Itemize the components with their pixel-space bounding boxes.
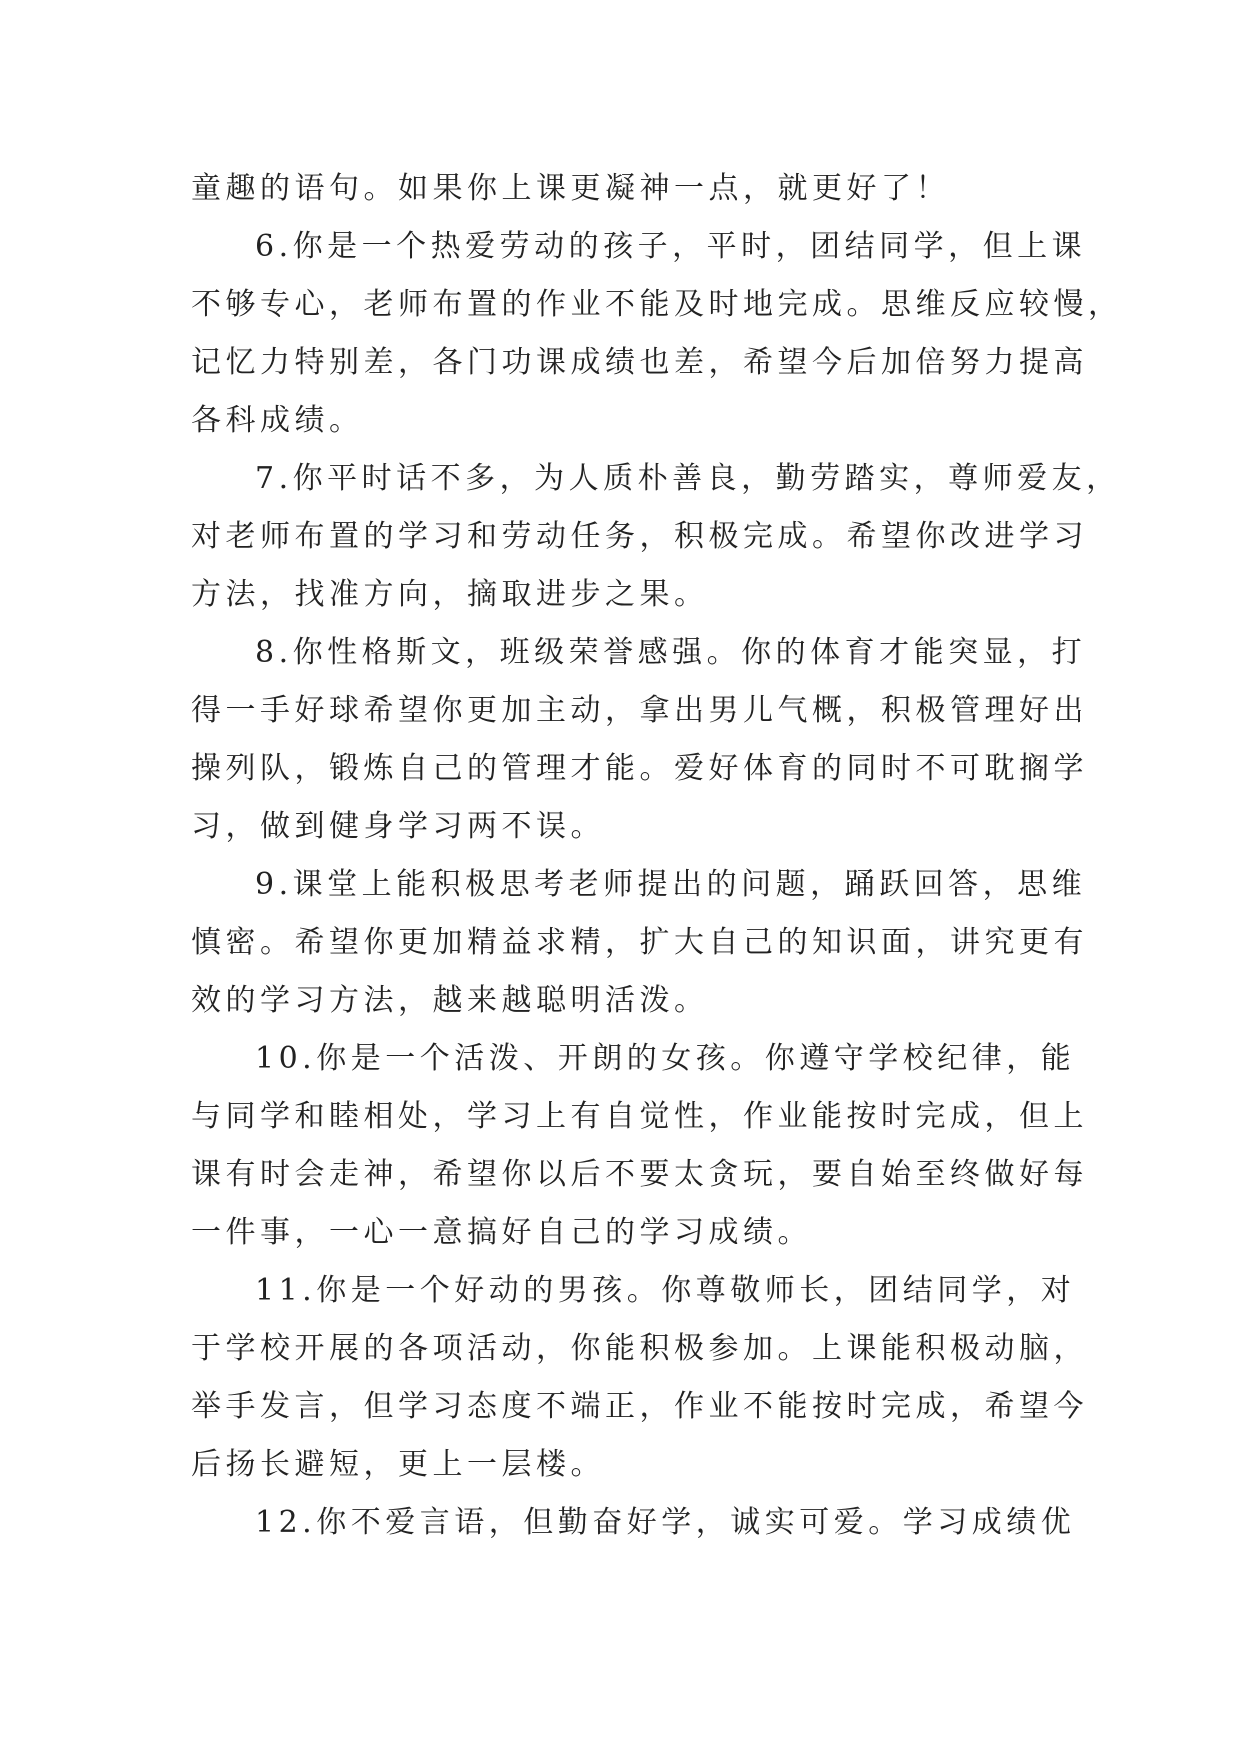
text-line: 童趣的语句。如果你上课更凝神一点，就更好了！	[191, 171, 950, 206]
text-line: 后扬长避短，更上一层楼。	[191, 1447, 605, 1482]
text-line: 课有时会走神，希望你以后不要太贪玩，要自始至终做好每	[191, 1157, 1088, 1192]
text-line: 与同学和睦相处，学习上有自觉性，作业能按时完成，但上	[191, 1099, 1088, 1134]
paragraph-first-line: 7.你平时话不多，为人质朴善良，勤劳踏实，尊师爱友，	[255, 461, 1121, 496]
text-line: 操列队，锻炼自己的管理才能。爱好体育的同时不可耽搁学	[191, 751, 1088, 786]
text-line: 习，做到健身学习两不误。	[191, 809, 605, 844]
text-line: 记忆力特别差，各门功课成绩也差，希望今后加倍努力提高	[191, 345, 1088, 380]
text-line: 举手发言，但学习态度不端正，作业不能按时完成，希望今	[191, 1389, 1088, 1424]
document-body	[191, 160, 1123, 1552]
paragraph-first-line: 12.你不爱言语，但勤奋好学，诚实可爱。学习成绩优	[255, 1505, 1076, 1540]
text-line: 各科成绩。	[191, 403, 364, 438]
paragraph-first-line: 8.你性格斯文，班级荣誉感强。你的体育才能突显，打	[255, 635, 1087, 670]
text-line: 方法，找准方向，摘取进步之果。	[191, 577, 709, 612]
paragraph-first-line: 6.你是一个热爱劳动的孩子，平时，团结同学，但上课	[255, 229, 1087, 264]
text-line: 一件事，一心一意搞好自己的学习成绩。	[191, 1215, 812, 1250]
paragraph-first-line: 10.你是一个活泼、开朗的女孩。你遵守学校纪律，能	[255, 1041, 1076, 1076]
text-line: 得一手好球希望你更加主动，拿出男儿气概，积极管理好出	[191, 693, 1088, 728]
text-line: 慎密。希望你更加精益求精，扩大自己的知识面，讲究更有	[191, 925, 1088, 960]
text-line: 效的学习方法，越来越聪明活泼。	[191, 983, 709, 1018]
text-line: 不够专心，老师布置的作业不能及时地完成。思维反应较慢，	[191, 287, 1123, 322]
text-line: 对老师布置的学习和劳动任务，积极完成。希望你改进学习	[191, 519, 1088, 554]
text-line: 于学校开展的各项活动，你能积极参加。上课能积极动脑，	[191, 1331, 1088, 1366]
paragraph-first-line: 9.课堂上能积极思考老师提出的问题，踊跃回答，思维	[255, 867, 1087, 902]
paragraph-first-line: 11.你是一个好动的男孩。你尊敬师长，团结同学，对	[255, 1273, 1076, 1308]
